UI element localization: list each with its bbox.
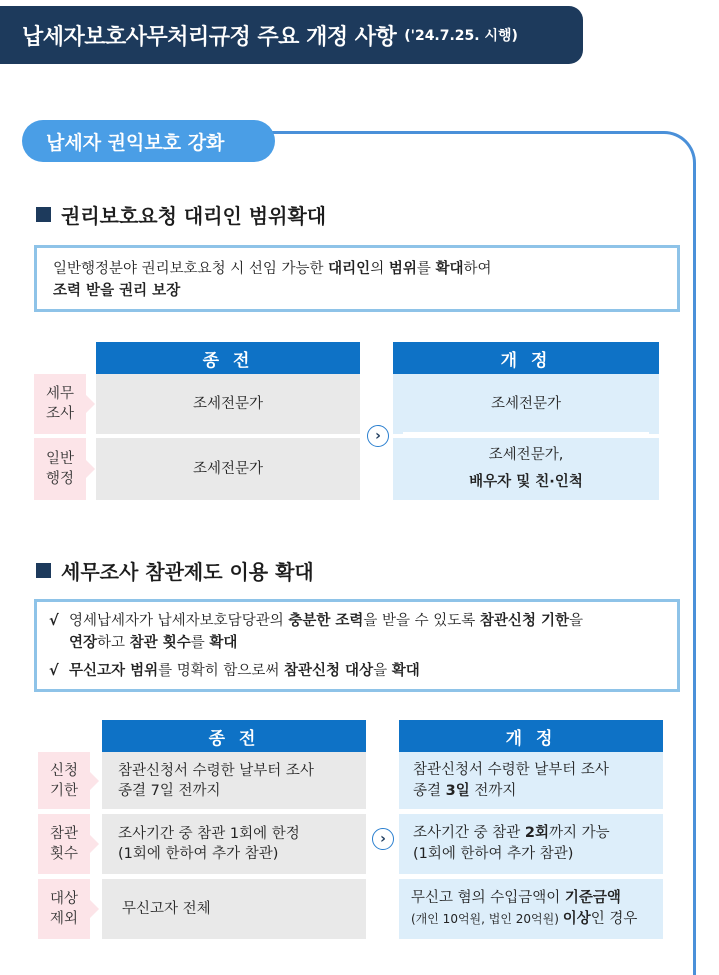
part2-bullet1-text	[69, 610, 583, 654]
check-icon: √	[49, 613, 59, 629]
cell-text-block	[411, 888, 637, 930]
summary-bold: 대리인	[328, 261, 371, 277]
cell-text: 조사기간 중 참관 1회에 한정	[118, 826, 300, 842]
part1-column-before: 종 전	[96, 342, 360, 374]
cell-text: 인 경우	[590, 911, 638, 927]
summary-text: 을 받을 수 있도록	[363, 613, 480, 629]
summary-bold: 충분한 조력	[288, 613, 364, 629]
summary-bold: 확대	[209, 635, 238, 651]
chevron-right-circle-icon: ›	[372, 828, 394, 850]
chevron-right-circle-icon: ›	[367, 425, 389, 447]
summary-bold: 조력 받을 권리 보장	[53, 283, 181, 299]
part2-row1-after	[399, 752, 663, 809]
part2-row1-before	[102, 752, 366, 809]
page-title-banner	[0, 6, 583, 64]
part1-summary-line2	[53, 280, 661, 302]
summary-bold: 참관신청 기한	[479, 613, 570, 629]
row-label-target-exclusion: 대상 제외	[38, 879, 90, 939]
row-label-tax-audit: 세무 조사	[34, 374, 86, 434]
part1-heading-text: 권리보호요청 대리인 범위확대	[61, 204, 327, 228]
part2-bullet2	[49, 660, 665, 682]
cell-text: (1회에 한하여 추가 참관)	[118, 846, 279, 862]
part1-row2-before: 조세전문가	[96, 438, 360, 500]
part1-row1-after: 조세전문가	[393, 374, 659, 434]
summary-bold: 범위	[388, 261, 417, 277]
part2-column-before: 종 전	[102, 720, 366, 752]
cell-text-small: (개인 10억원, 법인 20억원)	[411, 912, 563, 926]
cell-text-line	[413, 823, 610, 844]
part2-heading	[36, 556, 314, 585]
cell-text: 참관신청서 수령한 날부터 조사	[118, 762, 314, 779]
cell-text-line	[411, 909, 637, 930]
row-label-application-deadline: 신청 기한	[38, 752, 90, 809]
cell-text-bold: 3일	[445, 782, 470, 799]
summary-text: 를 명확히 함으로써	[158, 663, 284, 679]
cell-text-line	[411, 888, 637, 909]
page-title: 납세자보호사무처리규정 주요 개정 사항	[22, 24, 397, 50]
part1-summary-box	[34, 245, 680, 312]
cell-text-block	[413, 760, 609, 802]
part2-column-after: 개 정	[399, 720, 663, 752]
part1-row2-after	[393, 438, 659, 500]
cell-text: 까지 가능	[549, 825, 610, 841]
summary-bold: 확대	[391, 663, 420, 679]
part1-column-after: 개 정	[393, 342, 659, 374]
cell-text-line	[413, 781, 609, 802]
cell-text: 전까지	[469, 782, 517, 799]
cell-text: 조사기간 중 참관	[413, 825, 525, 841]
summary-bold: 참관 횟수	[129, 635, 191, 651]
part2-heading-text: 세무조사 참관제도 이용 확대	[61, 560, 314, 584]
cell-text-bold: 기준금액	[564, 890, 621, 906]
part2-summary-box	[34, 599, 680, 692]
part1-row1-before: 조세전문가	[96, 374, 360, 434]
summary-text: 를	[416, 261, 436, 277]
check-icon: √	[49, 663, 59, 679]
part2-row2-before	[102, 814, 366, 874]
cell-text-bold: 배우자 및 친·인척	[469, 474, 583, 490]
cell-text-block	[118, 761, 314, 801]
summary-text: 을	[373, 663, 392, 679]
summary-text: 를	[190, 635, 210, 651]
cell-text: 종결 7일 전까지	[118, 782, 221, 799]
summary-text: 을	[569, 613, 584, 629]
section-label: 납세자 권익보호 강화	[22, 120, 275, 162]
part2-bullet2-text	[69, 660, 420, 682]
summary-text: 하고	[97, 635, 130, 651]
summary-bold: 연장	[69, 635, 98, 651]
part1-heading	[36, 200, 326, 229]
square-bullet-icon	[36, 207, 51, 222]
cell-text-bold: 2회	[524, 825, 549, 841]
cell-text: 무신고 혐의 수입금액이	[411, 890, 565, 906]
cell-text: (1회에 한하여 추가 참관)	[413, 846, 574, 862]
cell-text: 종결	[413, 782, 446, 799]
summary-text: 영세납세자가 납세자보호담당관의	[69, 613, 289, 629]
row-label-attendance-count: 참관 횟수	[38, 814, 90, 874]
cell-text: 조세전문가,	[488, 447, 564, 463]
row-label-general-admin: 일반 행정	[34, 438, 86, 500]
summary-text: 일반행정분야 권리보호요청 시 선임 가능한	[53, 261, 329, 277]
part2-row2-after	[399, 814, 663, 874]
cell-text-block	[413, 823, 610, 865]
summary-bold: 확대	[435, 261, 464, 277]
part2-bullet1	[49, 610, 665, 654]
cell-text-bold: 이상	[562, 911, 591, 927]
cell-text: 참관신청서 수령한 날부터 조사	[413, 761, 609, 778]
cell-text-block	[118, 824, 300, 864]
summary-bold: 참관신청 대상	[283, 663, 374, 679]
square-bullet-icon	[36, 563, 51, 578]
part1-summary-line1	[53, 258, 661, 280]
part2-row3-after	[399, 879, 663, 939]
summary-bold: 무신고자 범위	[69, 663, 159, 679]
summary-text: 하여	[463, 261, 492, 277]
summary-text: 의	[370, 261, 389, 277]
effective-date: ('24.7.25. 시행)	[404, 28, 518, 44]
part2-row3-before: 무신고자 전체	[102, 879, 366, 939]
cell-divider	[403, 432, 649, 436]
